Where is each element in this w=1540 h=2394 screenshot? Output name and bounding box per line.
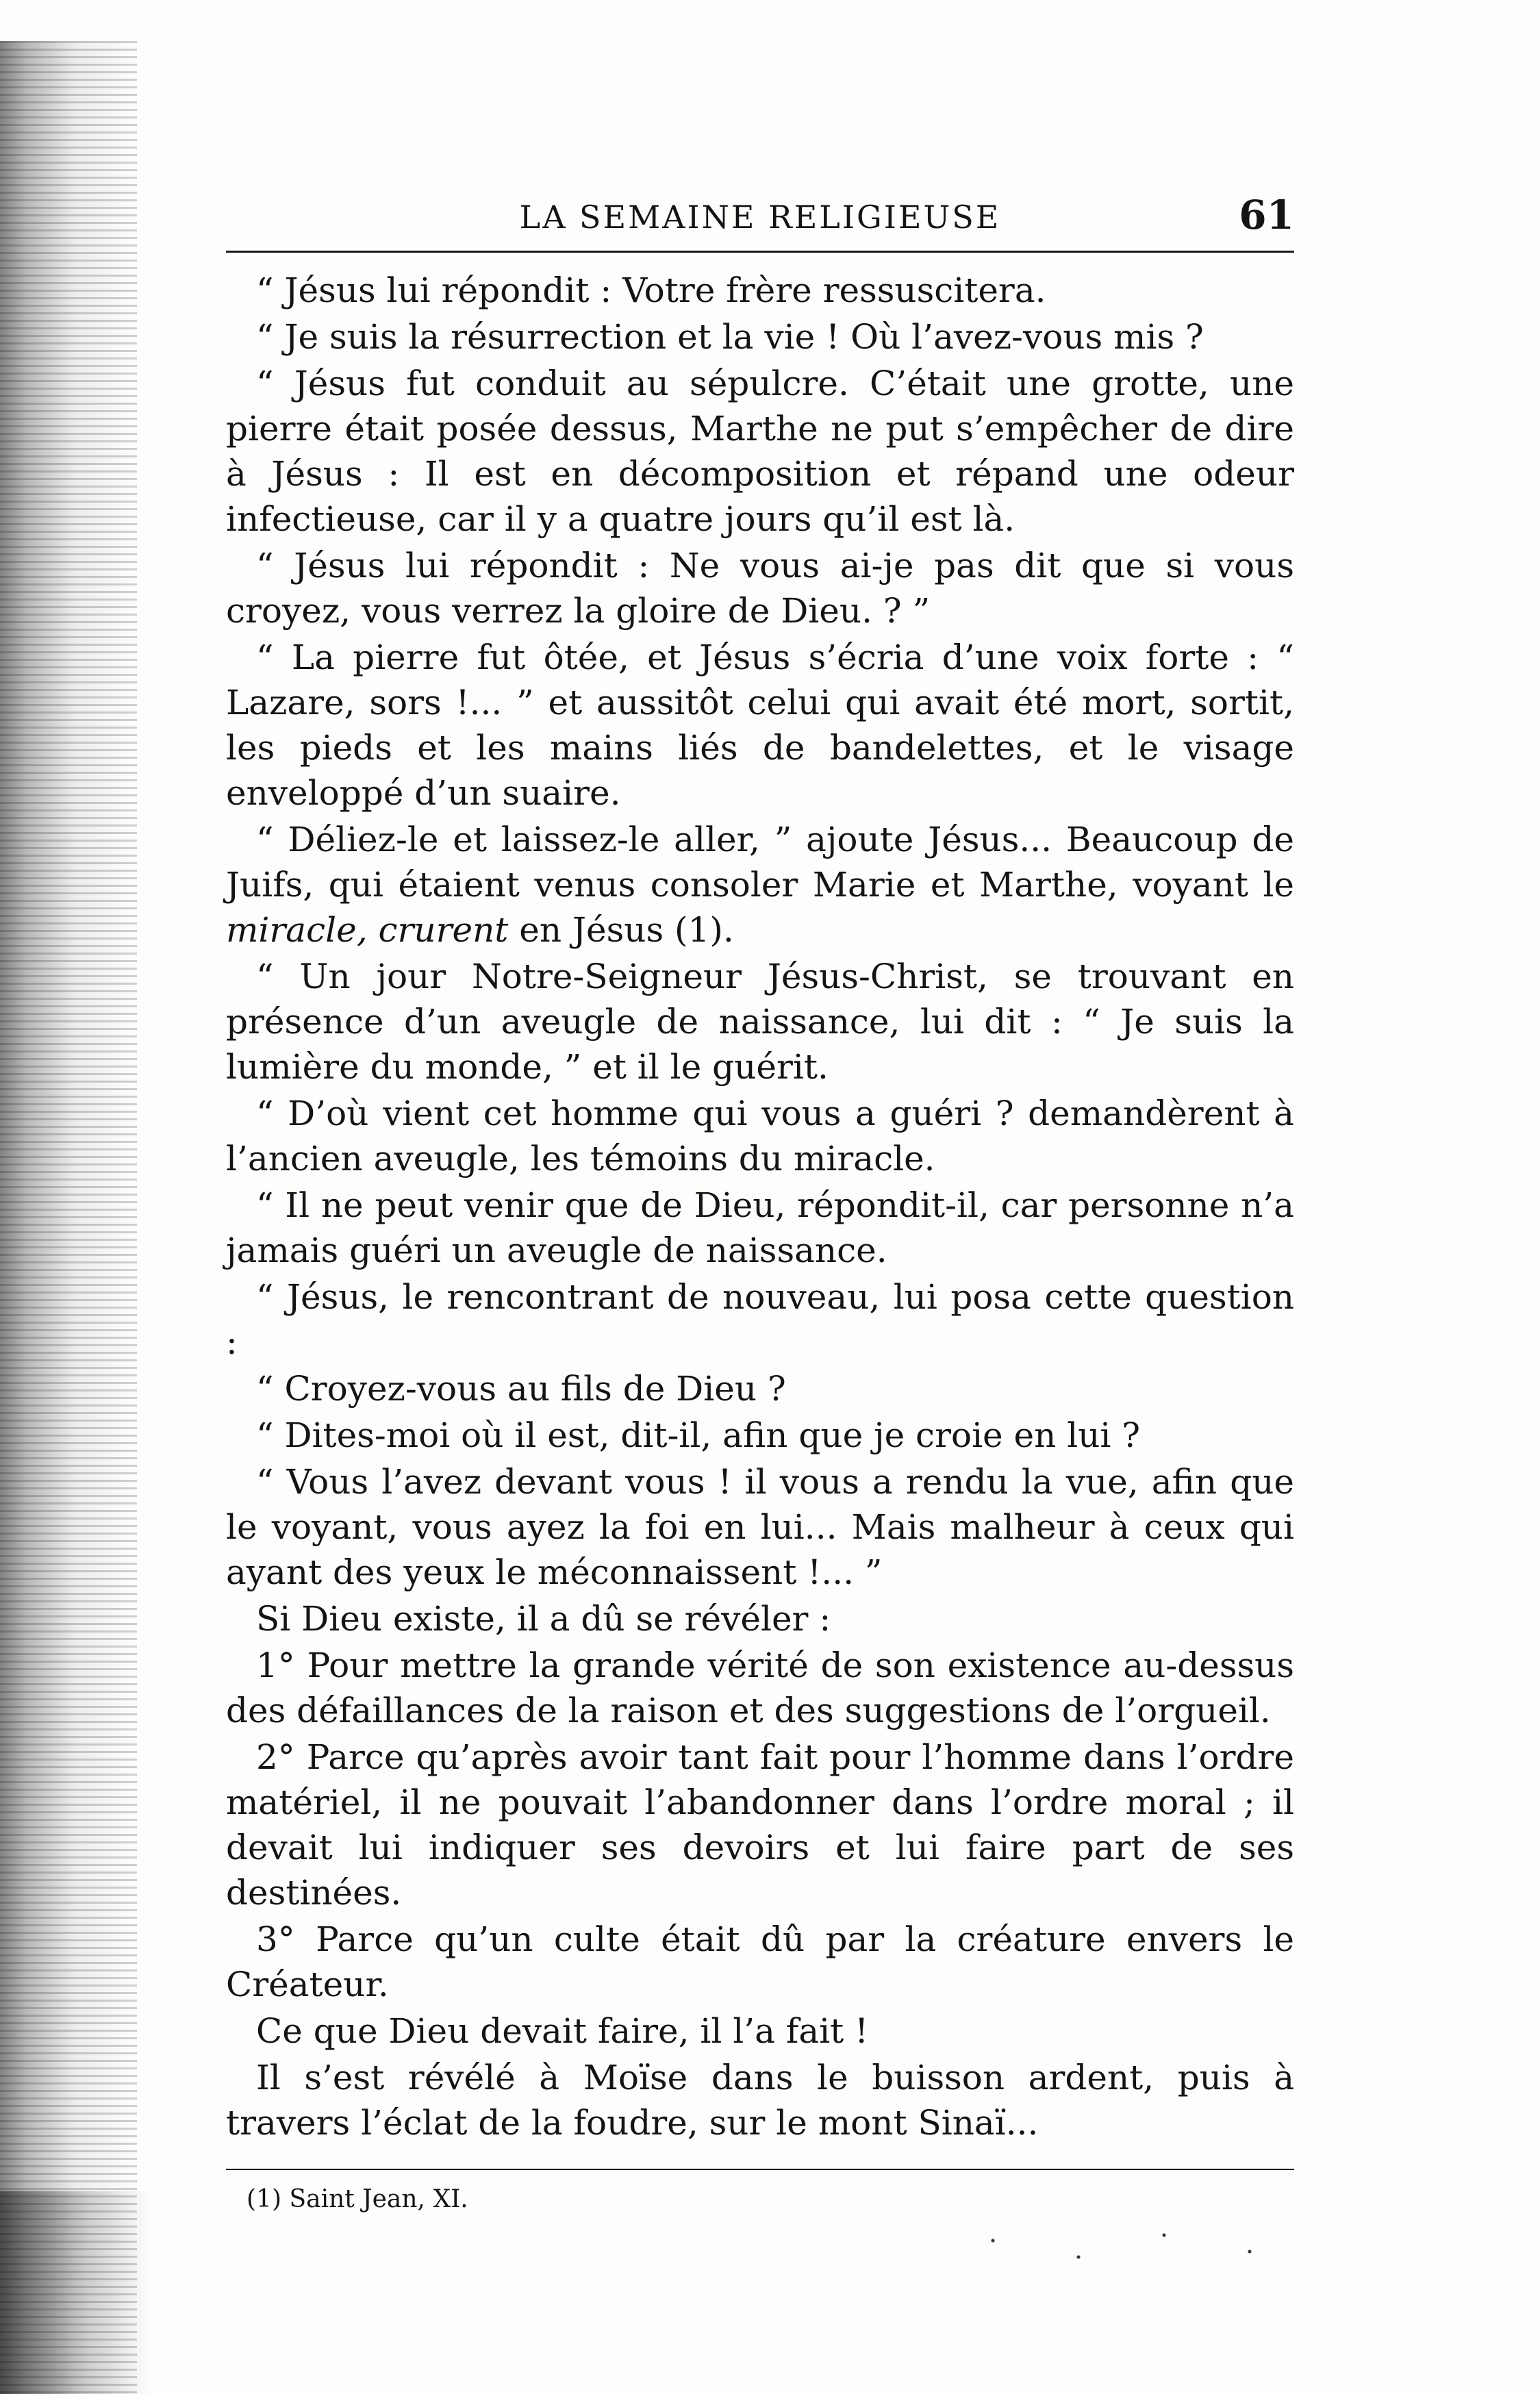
paragraph-6 [226,817,1294,953]
paragraph-10: “ Jésus, le rencontrant de nouveau, lui posa cette question : [226,1277,1294,1362]
paragraph-4: “ Jésus lui répondit : Ne vous ai-je pas dit que si vous croyez, vous verrez la gloire de Dieu. ? ” [226,546,1294,631]
paragraph-6-text: “ Déliez-le et laissez-le aller, ” ajoute Jésus... Beaucoup de Juifs, qui étaient venus consoler Marie et Marthe, voyant le [226,820,1294,905]
paragraph-19: Il s’est révélé à Moïse dans le buisson ardent, puis à travers l’éclat de la foudre, sur le mont Sinaï... [226,2058,1294,2143]
paragraph-17: 3° Parce qu’un culte était dû par la créature envers le Créateur. [226,1919,1294,2004]
page-number: 61 [1239,192,1294,238]
book-binding-shadow [0,2191,151,2394]
book-binding-edge [0,41,137,2394]
book-page [226,192,1294,2217]
paragraph-1: “ Jésus lui répondit : Votre frère ressuscitera. [256,270,1046,310]
header-rule [226,251,1294,253]
paragraph-18: Ce que Dieu devait faire, il l’a fait ! [256,2011,869,2051]
paragraph-12: “ Dites-moi où il est, dit-il, afin que je croie en lui ? [256,1415,1141,1455]
footnote: (1) Saint Jean, XI. [247,2185,468,2213]
paragraph-15: 1° Pour mettre la grande vérité de son existence au-dessus des défaillances de la raison et des suggestions de l’orgueil. [226,1646,1294,1730]
paragraph-2: “ Je suis la résurrection et la vie ! Où l’avez-vous mis ? [256,317,1204,357]
body-text [226,268,1294,2145]
paragraph-8: “ D’où vient cet homme qui vous a guéri ? demandèrent à l’ancien aveugle, les témoins du miracle. [226,1094,1294,1179]
scan-specks [959,2219,1301,2273]
paragraph-9: “ Il ne peut venir que de Dieu, répondit-il, car personne n’a jamais guéri un aveugle de naissance. [226,1185,1294,1270]
footnote-rule [226,2169,1294,2170]
paragraph-5: “ La pierre fut ôtée, et Jésus s’écria d’une voix forte : “ Lazare, sors !... ” et aussitôt celui qui avait été mort, sortit, les pieds et les mains liés de bandelettes, et le visage enveloppé d’un suaire. [226,638,1294,813]
paragraph-6-tail: en Jésus (1). [508,910,734,950]
italic-word-crurent: crurent [378,910,509,950]
paragraph-14: Si Dieu existe, il a dû se révéler : [256,1599,831,1639]
italic-word-miracle: miracle, [226,910,368,950]
paragraph-3: “ Jésus fut conduit au sépulcre. C’était une grotte, une pierre était posée dessus, Marthe ne put s’empêcher de dire à Jésus : Il est en décomposition et répand une odeur infectieuse, car il y a quatre jours qu’il est là. [226,364,1294,539]
running-title: LA SEMAINE RELIGIEUSE [519,199,1001,236]
page-header [226,192,1294,247]
paragraph-7: “ Un jour Notre-Seigneur Jésus-Christ, se trouvant en présence d’un aveugle de naissance, lui dit : “ Je suis la lumière du monde, ” et il le guérit. [226,957,1294,1087]
paragraph-13: “ Vous l’avez devant vous ! il vous a rendu la vue, afin que le voyant, vous ayez la foi en lui... Mais malheur à ceux qui ayant des yeux le méconnaissent !... ” [226,1462,1294,1592]
paragraph-11: “ Croyez-vous au fils de Dieu ? [256,1369,786,1409]
paragraph-16: 2° Parce qu’après avoir tant fait pour l’homme dans l’ordre matériel, il ne pouvait l’abandonner dans l’ordre moral ; il devait lui indiquer ses devoirs et lui faire part de ses destinées. [226,1737,1294,1913]
